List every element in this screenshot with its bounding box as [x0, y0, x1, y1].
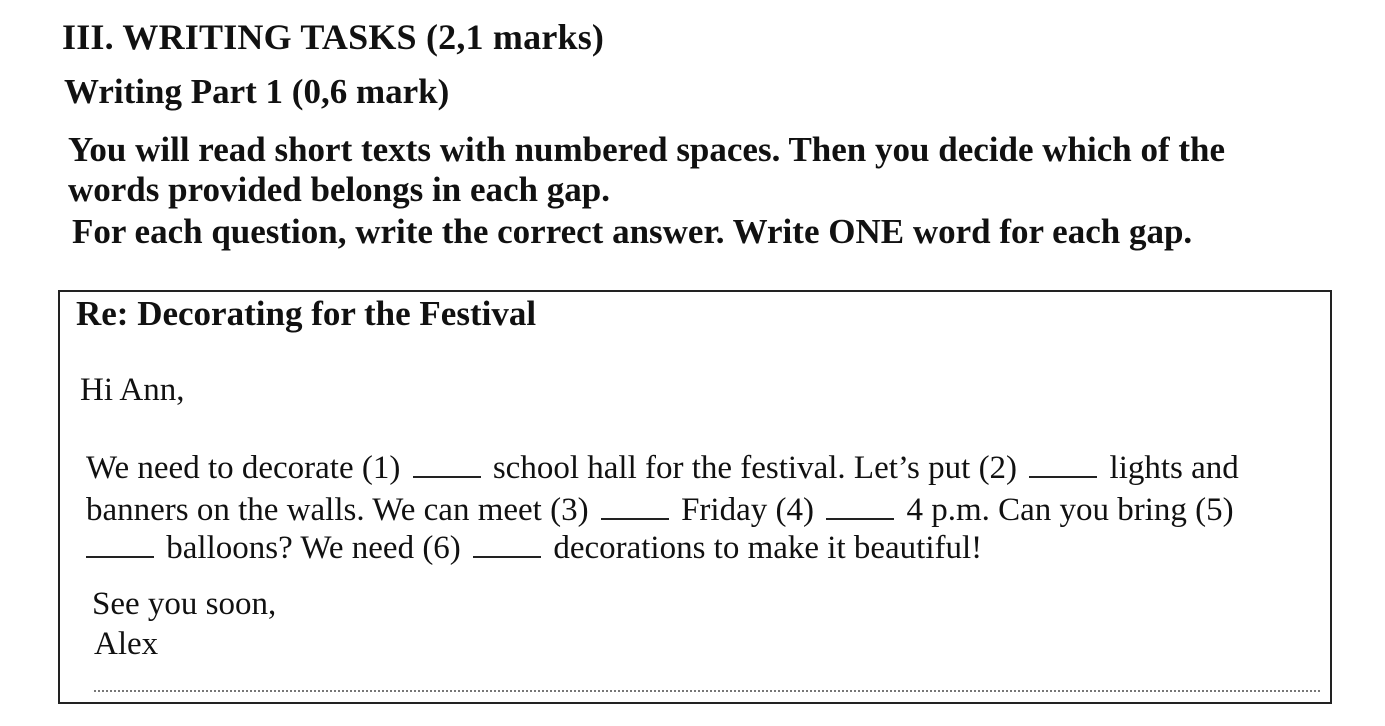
line1-text-a: We need to decorate (1) — [86, 450, 401, 486]
instruction-line-3: For each question, write the correct answer. Write ONE word for each gap. — [72, 212, 1193, 251]
line1-text-c: lights and — [1109, 450, 1239, 486]
letter-closing: See you soon, — [92, 586, 277, 622]
part-title: Writing Part 1 (0,6 mark) — [64, 72, 450, 111]
letter-line-3 — [86, 530, 982, 567]
gap-6-blank — [473, 555, 541, 558]
gap-5-blank — [86, 555, 154, 558]
instruction-line-2: words provided belongs in each gap. — [68, 170, 610, 209]
instruction-line-1: You will read short texts with numbered spaces. Then you decide which of the — [68, 130, 1226, 169]
dotted-divider — [94, 690, 1320, 692]
line2-text-c: 4 p.m. Can you bring (5) — [906, 492, 1234, 528]
line3-text-b: decorations to make it beautiful! — [553, 530, 983, 566]
gap-2-blank — [1029, 475, 1097, 478]
gap-4-blank — [826, 517, 894, 520]
line2-text-a: banners on the walls. We can meet (3) — [86, 492, 589, 528]
letter-greeting: Hi Ann, — [80, 372, 185, 408]
section-title: III. WRITING TASKS (2,1 marks) — [62, 17, 605, 57]
line1-text-b: school hall for the festival. Let’s put (2) — [492, 450, 1018, 486]
letter-subject: Re: Decorating for the Festival — [76, 294, 537, 333]
letter-line-2 — [86, 492, 1234, 529]
letter-signature: Alex — [94, 626, 159, 662]
gap-3-blank — [601, 517, 669, 520]
gap-1-blank — [413, 475, 481, 478]
line3-text-a: balloons? We need (6) — [166, 530, 461, 566]
line2-text-b: Friday (4) — [681, 492, 814, 528]
letter-line-1 — [86, 450, 1239, 487]
